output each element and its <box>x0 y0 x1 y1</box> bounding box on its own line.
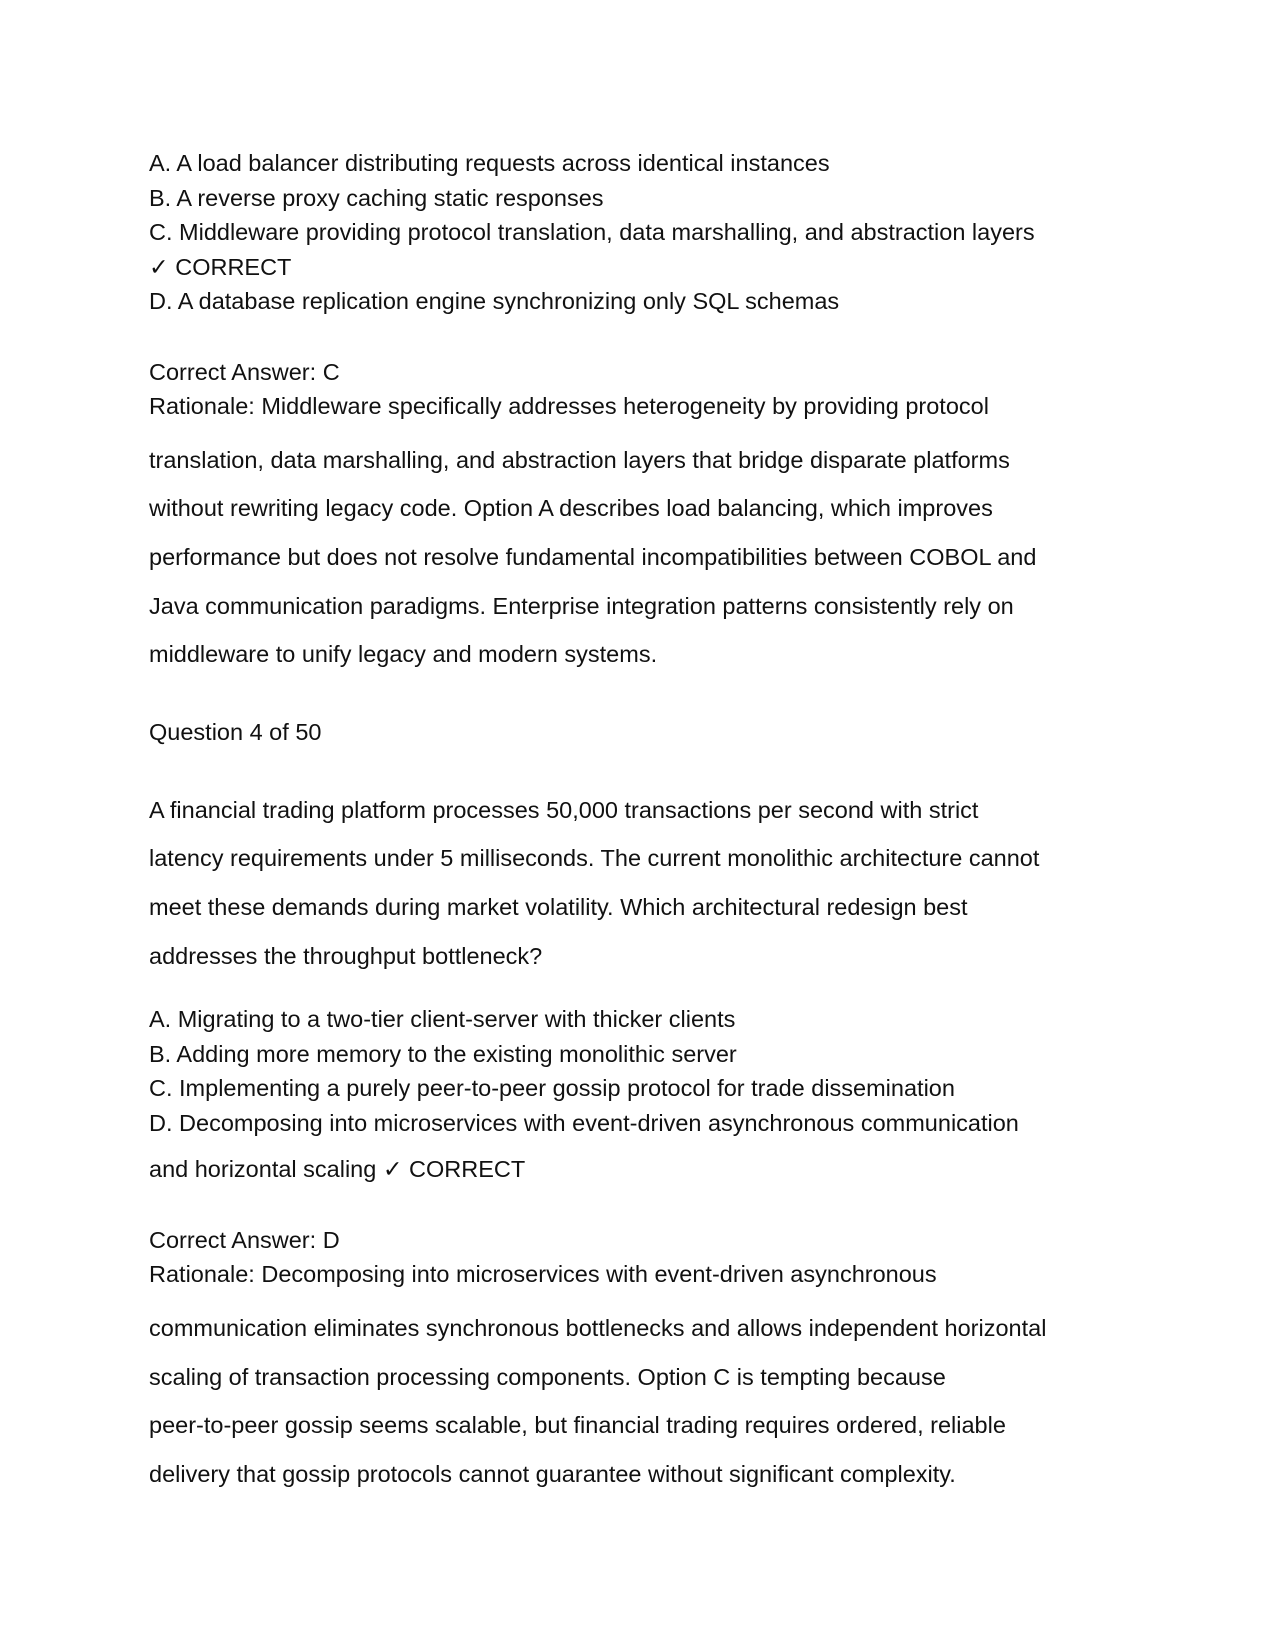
q4-option-a: A. Migrating to a two-tier client-server with thicker clients <box>149 1006 736 1033</box>
q4-option-c: C. Implementing a purely peer-to-peer gossip protocol for trade dissemination <box>149 1075 955 1102</box>
q3-correct-mark: ✓ CORRECT <box>149 253 292 280</box>
q4-stem-line: addresses the throughput bottleneck? <box>149 942 543 969</box>
q3-rationale-line: middleware to unify legacy and modern systems. <box>149 641 658 668</box>
q3-correct-answer: Correct Answer: C <box>149 358 340 385</box>
q3-rationale-line: performance but does not resolve fundamental incompatibilities between COBOL and <box>149 543 1037 570</box>
q3-answer-block <box>149 355 1134 680</box>
q4-correct-answer: Correct Answer: D <box>149 1226 340 1253</box>
q4-rationale-line: delivery that gossip protocols cannot guarantee without significant complexity. <box>149 1460 956 1487</box>
q3-option-d: D. A database replication engine synchronizing only SQL schemas <box>149 288 840 314</box>
q3-rationale-line: Java communication paradigms. Enterprise integration patterns consistently rely on <box>149 592 1014 619</box>
q4-heading: Question 4 of 50 <box>149 719 322 746</box>
q3-options <box>149 146 1134 319</box>
document-page <box>149 146 1134 1499</box>
q3-rationale-line: without rewriting legacy code. Option A describes load balancing, which improves <box>149 495 993 522</box>
q3-option-c: C. Middleware providing protocol translation, data marshalling, and abstraction layers <box>149 219 1035 245</box>
q4-options <box>149 1002 1134 1187</box>
q4-stem <box>149 786 1134 981</box>
q3-option-b: B. A reverse proxy caching static responses <box>149 184 604 211</box>
q4-stem-line: A financial trading platform processes 50,000 transactions per second with strict <box>149 796 979 823</box>
q3-rationale-line: Rationale: Middleware specifically addresses heterogeneity by providing protocol <box>149 393 989 419</box>
q4-option-b: B. Adding more memory to the existing monolithic server <box>149 1040 737 1067</box>
q4-option-d-continuation: and horizontal scaling ✓ CORRECT <box>149 1156 526 1183</box>
q4-option-d: D. Decomposing into microservices with event-driven asynchronous communication <box>149 1109 1019 1136</box>
q4-stem-line: latency requirements under 5 milliseconds. The current monolithic architecture cannot <box>149 845 1040 872</box>
q4-rationale-line: scaling of transaction processing components. Option C is tempting because <box>149 1363 946 1390</box>
q4-rationale-line: Rationale: Decomposing into microservices with event-driven asynchronous <box>149 1261 937 1288</box>
q4-rationale-line: communication eliminates synchronous bottlenecks and allows independent horizontal <box>149 1314 1047 1341</box>
q4-rationale-line: peer-to-peer gossip seems scalable, but financial trading requires ordered, reliable <box>149 1412 1006 1439</box>
q3-rationale-line: translation, data marshalling, and abstraction layers that bridge disparate platforms <box>149 446 1010 473</box>
q4-stem-line: meet these demands during market volatility. Which architectural redesign best <box>149 893 968 920</box>
q4-answer-block <box>149 1223 1134 1499</box>
q3-option-a: A. A load balancer distributing requests across identical instances <box>149 150 830 176</box>
